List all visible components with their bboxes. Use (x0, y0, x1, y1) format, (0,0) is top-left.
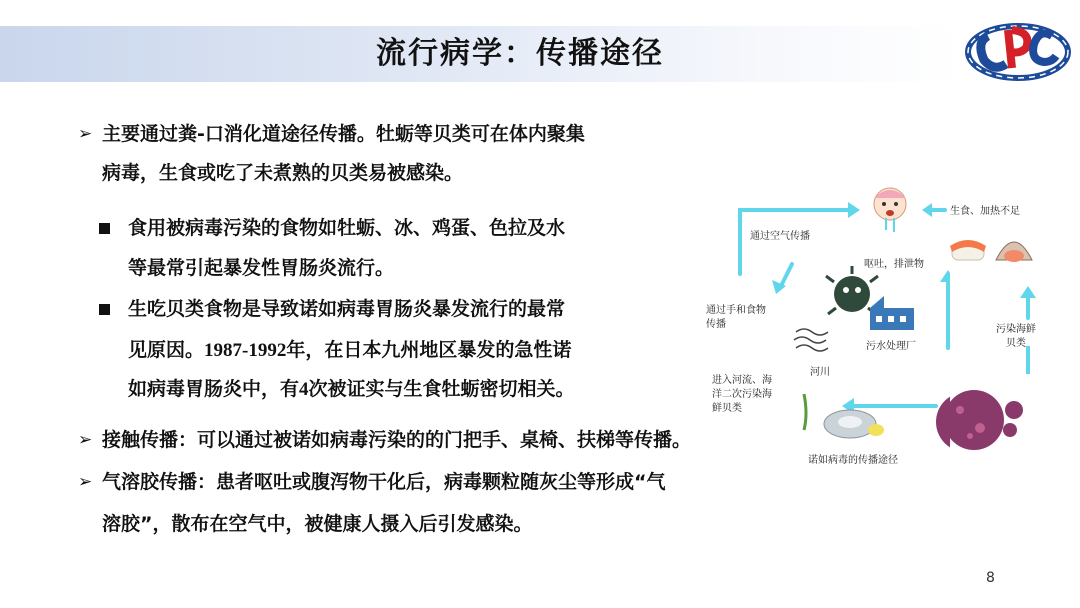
label-sea-2: 洋二次污染海 (712, 389, 772, 400)
page-number: 8 (986, 570, 995, 586)
virus-cluster (940, 384, 1030, 454)
sub-bullet-2-years: 1987-1992 (204, 340, 287, 361)
sub-bullet-2-text-a: 见原因。 (128, 339, 205, 361)
sub-bullet-2-line-3 (128, 375, 575, 404)
label-vomit: 呕吐，排泄物 (864, 259, 924, 270)
sub-bullet-1-line-1: 食用被病毒污染的食物如牡蛎、冰、鸡蛋、色拉及水 (128, 217, 566, 239)
bullet-1-line-2: 病毒，生食或吃了未煮熟的贝类易被感染。 (102, 162, 464, 184)
label-polluted-2: 贝类 (1006, 338, 1026, 349)
transmission-diagram-graphic (700, 178, 950, 470)
transmission-diagram (700, 178, 950, 470)
sewage-plant-icon (870, 296, 914, 330)
river-icon (794, 329, 828, 351)
sub-bullet-2-line-1: 生吃贝类食物是导致诺如病毒胃肠炎暴发流行的最常 (128, 298, 566, 320)
square-bullet (99, 304, 110, 315)
bullet-1-line-1: 主要通过粪-口消化道途径传播。牡蛎等贝类可在体内聚集 (102, 123, 585, 145)
label-polluted-1: 污染海鲜 (996, 324, 1036, 335)
cdc-logo (962, 14, 1074, 84)
label-hands-food-1: 通过手和食物 (706, 305, 766, 316)
sub-bullet-2-text-c: 如病毒胃肠炎中，有 (128, 378, 300, 400)
oyster-icon (804, 394, 884, 438)
scallop-icon (996, 242, 1032, 262)
sub-bullet-2-text-d: 次被证实与生食牡蛎密切相关。 (308, 378, 575, 400)
label-hands-food-2: 传播 (706, 319, 726, 330)
sub-bullet-2-text-b: 年，在日本九州地区暴发的急性诺 (286, 339, 572, 361)
bullet-2-line-1: 接触传播：可以通过被诺如病毒污染的的门把手、桌椅、扶梯等传播。 (102, 429, 692, 451)
sub-bullet-1-line-2: 等最常引起暴发性胃肠炎流行。 (128, 257, 395, 279)
slide-title: 流行病学：传播途径 (376, 36, 664, 71)
germ-icon (826, 266, 878, 314)
sub-bullet-2-count: 4 (299, 379, 309, 400)
sub-bullet-2-line-2 (128, 336, 571, 365)
label-air: 通过空气传播 (750, 231, 810, 242)
bullet-marker: ➢ (78, 430, 93, 450)
bullet-marker: ➢ (78, 472, 93, 492)
label-raw-food: 生食、加热不足 (950, 206, 1020, 217)
label-sea-3: 鲜贝类 (712, 403, 742, 414)
diagram-caption: 诺如病毒的传播途径 (808, 455, 898, 466)
label-sea-1: 进入河流、海 (712, 375, 772, 386)
sick-child-icon (874, 188, 906, 232)
bullet-marker: ➢ (78, 124, 93, 144)
bullet-3-line-2: 溶胶”，散布在空气中，被健康人摄入后引发感染。 (102, 513, 533, 535)
label-sewage: 污水处理厂 (866, 341, 916, 352)
label-river: 河川 (810, 367, 830, 378)
square-bullet (99, 223, 110, 234)
bullet-3-line-1: 气溶胶传播：患者呕吐或腹泻物干化后，病毒颗粒随灰尘等形成“气 (102, 471, 666, 493)
sushi-icon (950, 240, 986, 260)
